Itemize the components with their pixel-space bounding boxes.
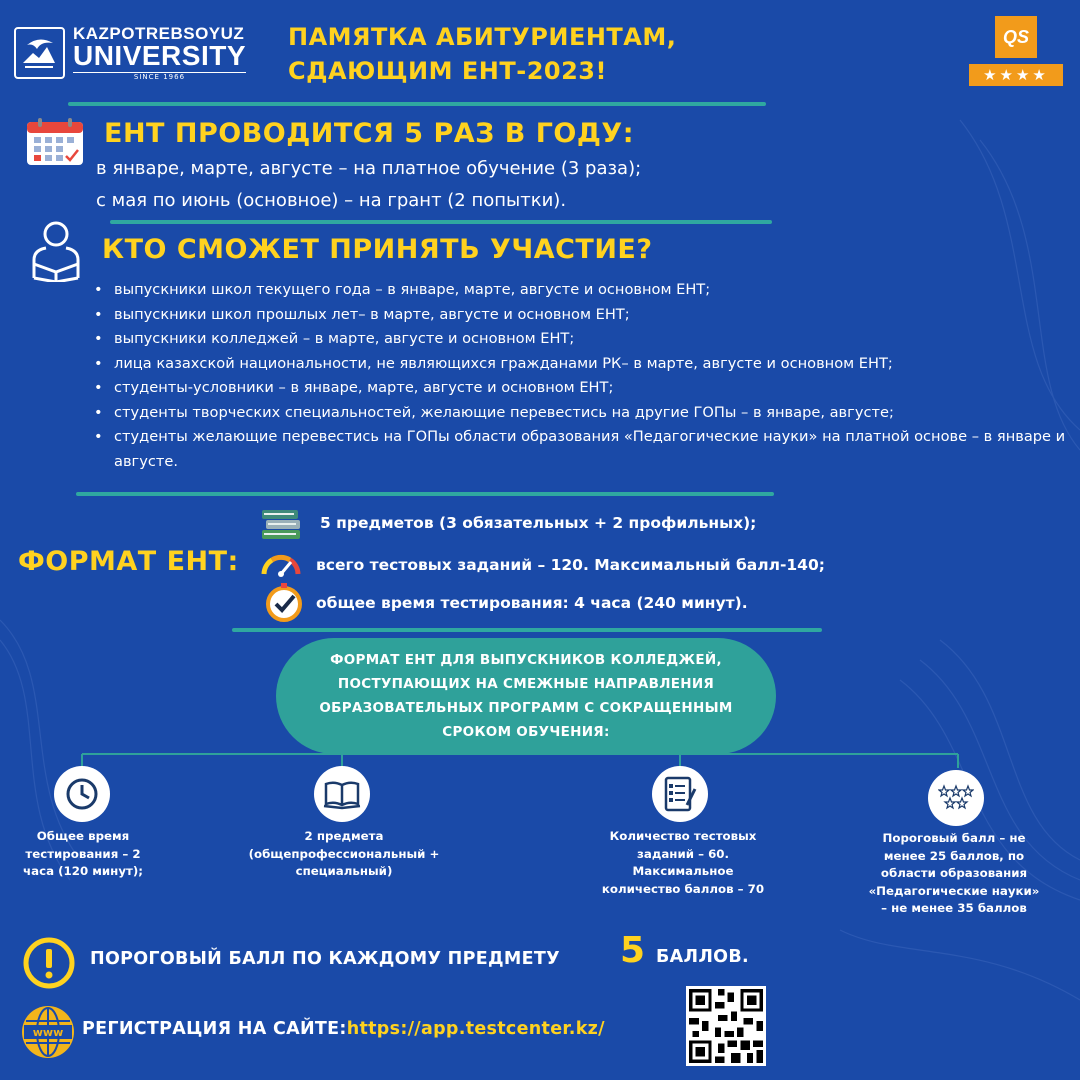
list-item: • лица казахской национальности, не являющихся гражданами РК– в марте, августе и основном ЕНТ; <box>92 352 1067 377</box>
section2-title: КТО СМОЖЕТ ПРИНЯТЬ УЧАСТИЕ? <box>102 234 653 265</box>
format-item-2: всего тестовых заданий – 120. Максимальный балл-140; <box>316 556 825 574</box>
threshold-text: ПОРОГОВЫЙ БАЛЛ ПО КАЖДОМУ ПРЕДМЕТУ <box>90 949 560 969</box>
svg-text:www: www <box>32 1026 64 1039</box>
logo-line-2: UNIVERSITY <box>72 40 246 71</box>
list-item: • студенты-условники – в январе, марте, августе и основном ЕНТ; <box>92 376 1067 401</box>
qs-stars: ★★★★ <box>969 64 1063 86</box>
section1-line-2: с мая по июнь (основное) – на грант (2 попытки). <box>96 190 567 211</box>
qr-code <box>686 986 766 1066</box>
registration-link[interactable]: https://app.testcenter.kz/ <box>346 1019 605 1039</box>
college-item-3: Количество тестовых заданий – 60. Максимальное количество баллов – 70 <box>601 829 765 896</box>
warning-icon <box>22 936 76 994</box>
stars-icon <box>928 770 984 826</box>
threshold-number: 5 <box>620 930 646 971</box>
college-item-2: 2 предмета (общепрофессиональный + специальный) <box>248 829 440 878</box>
college-format-text: ФОРМАТ ЕНТ ДЛЯ ВЫПУСКНИКОВ КОЛЛЕДЖЕЙ, ПОСТУПАЮЩИХ НА СМЕЖНЫЕ НАПРАВЛЕНИЯ ОБРАЗОВАТЕЛЬНЫХ ПРОГРАММ С СОКРАЩЕННЫМ СРОКОМ ОБУЧЕНИЯ: <box>319 652 733 740</box>
list-item: • студенты желающие перевестись на ГОПы области образования «Педагогические науки» на платной основе – в январе и августе. <box>92 425 1067 474</box>
format-title: ФОРМАТ ЕНТ: <box>18 546 239 577</box>
threshold-unit: БАЛЛОВ. <box>656 947 749 967</box>
section1-line-1: в январе, марте, августе – на платное обучение (3 раза); <box>96 158 642 179</box>
section1-title: ЕНТ ПРОВОДИТСЯ 5 РАЗ В ГОДУ: <box>104 118 635 149</box>
registration-line <box>82 1019 605 1039</box>
list-item: • выпускники школ текущего года – в январе, марте, августе и основном ЕНТ; <box>92 278 1067 303</box>
college-item-1: Общее время тестирования – 2 часа (120 минут); <box>23 829 143 878</box>
format-item-1: 5 предметов (3 обязательных + 2 профильных); <box>320 514 757 532</box>
college-item-4: Пороговый балл – не менее 25 баллов, по области образования «Педагогические науки» – не менее 35 баллов <box>868 831 1040 915</box>
page-title-line-1: ПАМЯТКА АБИТУРИЕНТАМ, <box>288 23 677 51</box>
clock-icon <box>54 766 110 822</box>
format-item-3: общее время тестирования: 4 часа (240 минут). <box>316 594 748 612</box>
list-item: • выпускники школ прошлых лет– в марте, августе и основном ЕНТ; <box>92 303 1067 328</box>
qs-logo: QS <box>995 16 1037 58</box>
logo-line-3: SINCE 1966 <box>73 72 246 81</box>
www-globe-icon <box>20 1004 76 1064</box>
checklist-icon <box>652 766 708 822</box>
list-item: • выпускники колледжей – в марте, августе и основном ЕНТ; <box>92 327 1067 352</box>
list-item: • студенты творческих специальностей, желающие перевестись на другие ГОПы – в январе, августе; <box>92 401 1067 426</box>
logo-line-1: KAZPOTREBSOYUZ <box>72 24 245 43</box>
page-title-line-2: СДАЮЩИМ ЕНТ-2023! <box>288 57 607 85</box>
registration-label: РЕГИСТРАЦИЯ НА САЙТЕ: <box>82 1019 347 1039</box>
book-icon <box>314 766 370 822</box>
